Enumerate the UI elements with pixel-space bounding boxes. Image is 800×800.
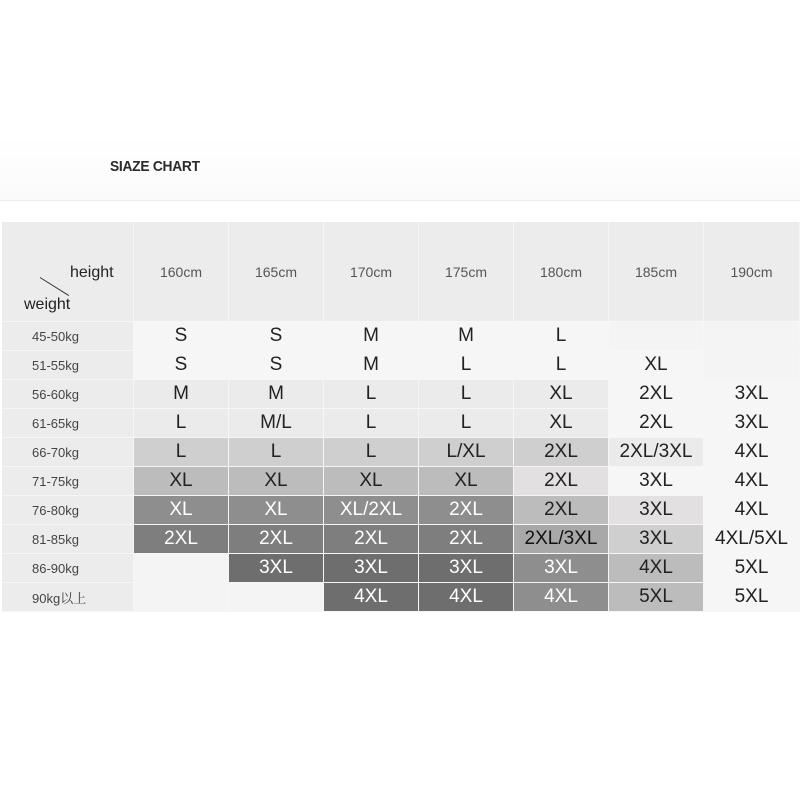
- size-cell: L: [419, 351, 514, 380]
- size-cell: 3XL: [419, 554, 514, 583]
- height-header: 165cm: [229, 222, 324, 322]
- size-cell: 2XL: [419, 525, 514, 554]
- size-cell: 2XL: [419, 496, 514, 525]
- table-row: [2, 380, 800, 409]
- size-cell: L: [229, 438, 324, 467]
- size-cell: [704, 322, 800, 351]
- weight-label: 61-65kg: [2, 409, 134, 438]
- table-row: [2, 409, 800, 438]
- weight-label: 56-60kg: [2, 380, 134, 409]
- size-chart-table: [2, 222, 800, 612]
- weight-label: 45-50kg: [2, 322, 134, 351]
- size-cell: L: [514, 322, 609, 351]
- size-cell: 4XL: [704, 467, 800, 496]
- size-cell: 4XL: [704, 496, 800, 525]
- size-cell: 5XL: [704, 554, 800, 583]
- size-cell: M: [324, 351, 419, 380]
- table-row: [2, 525, 800, 554]
- table-body: [2, 322, 800, 612]
- height-axis-label: height: [70, 264, 114, 281]
- size-cell: M: [324, 322, 419, 351]
- height-header: 175cm: [419, 222, 514, 322]
- size-cell: XL/2XL: [324, 496, 419, 525]
- table-row: [2, 467, 800, 496]
- table-row: [2, 322, 800, 351]
- size-cell: XL: [229, 467, 324, 496]
- size-cell: 3XL: [609, 467, 704, 496]
- size-cell: S: [134, 351, 229, 380]
- table-row: [2, 554, 800, 583]
- size-cell: 3XL: [704, 409, 800, 438]
- size-cell: 2XL: [514, 467, 609, 496]
- size-cell: 4XL: [704, 438, 800, 467]
- size-cell: 3XL: [609, 525, 704, 554]
- size-cell: 3XL: [514, 554, 609, 583]
- size-cell: 2XL: [609, 409, 704, 438]
- size-cell: XL: [419, 467, 514, 496]
- size-cell: M: [419, 322, 514, 351]
- size-cell: XL: [324, 467, 419, 496]
- size-cell: L: [514, 351, 609, 380]
- size-cell: L: [134, 409, 229, 438]
- size-cell: XL: [514, 409, 609, 438]
- table-row: [2, 351, 800, 380]
- height-header: 160cm: [134, 222, 229, 322]
- size-cell: M: [229, 380, 324, 409]
- size-cell: 2XL: [609, 380, 704, 409]
- weight-axis-label: weight: [24, 296, 71, 313]
- size-cell: 2XL: [324, 525, 419, 554]
- chart-title: SIAZE CHART: [110, 158, 200, 175]
- size-cell: 2XL/3XL: [609, 438, 704, 467]
- size-cell: [609, 322, 704, 351]
- diagonal-divider: [40, 277, 69, 296]
- weight-label: 81-85kg: [2, 525, 134, 554]
- size-cell: 2XL/3XL: [514, 525, 609, 554]
- header-row: [2, 222, 800, 322]
- size-cell: XL: [134, 467, 229, 496]
- table-row: [2, 496, 800, 525]
- height-header: 190cm: [704, 222, 800, 322]
- size-cell: 2XL: [134, 525, 229, 554]
- weight-label: 76-80kg: [2, 496, 134, 525]
- height-header: 170cm: [324, 222, 419, 322]
- size-cell: [229, 583, 324, 612]
- size-cell: 4XL/5XL: [704, 525, 800, 554]
- size-cell: 2XL: [514, 438, 609, 467]
- size-cell: XL: [229, 496, 324, 525]
- size-cell: [704, 351, 800, 380]
- size-cell: L: [324, 409, 419, 438]
- size-cell: L: [324, 380, 419, 409]
- size-cell: 3XL: [229, 554, 324, 583]
- size-cell: M/L: [229, 409, 324, 438]
- size-cell: S: [134, 322, 229, 351]
- weight-label: 66-70kg: [2, 438, 134, 467]
- size-cell: 2XL: [514, 496, 609, 525]
- size-cell: L: [134, 438, 229, 467]
- size-cell: M: [134, 380, 229, 409]
- size-cell: XL: [609, 351, 704, 380]
- size-cell: S: [229, 322, 324, 351]
- size-cell: [134, 583, 229, 612]
- size-cell: 3XL: [609, 496, 704, 525]
- size-cell: L: [419, 380, 514, 409]
- size-cell: 3XL: [324, 554, 419, 583]
- size-cell: XL: [514, 380, 609, 409]
- table-row: [2, 583, 800, 612]
- size-cell: 4XL: [609, 554, 704, 583]
- table-row: [2, 438, 800, 467]
- size-cell: 4XL: [419, 583, 514, 612]
- weight-label: 71-75kg: [2, 467, 134, 496]
- size-cell: S: [229, 351, 324, 380]
- size-cell: 4XL: [514, 583, 609, 612]
- size-cell: 4XL: [324, 583, 419, 612]
- weight-label: 90kg以上: [2, 583, 134, 612]
- size-cell: 5XL: [609, 583, 704, 612]
- size-cell: L: [419, 409, 514, 438]
- height-header: 185cm: [609, 222, 704, 322]
- size-cell: 2XL: [229, 525, 324, 554]
- weight-label: 86-90kg: [2, 554, 134, 583]
- height-header: 180cm: [514, 222, 609, 322]
- size-cell: L/XL: [419, 438, 514, 467]
- size-cell: XL: [134, 496, 229, 525]
- weight-label: 51-55kg: [2, 351, 134, 380]
- size-cell: 3XL: [704, 380, 800, 409]
- size-cell: 5XL: [704, 583, 800, 612]
- corner-cell: [2, 222, 134, 322]
- size-cell: [134, 554, 229, 583]
- size-cell: L: [324, 438, 419, 467]
